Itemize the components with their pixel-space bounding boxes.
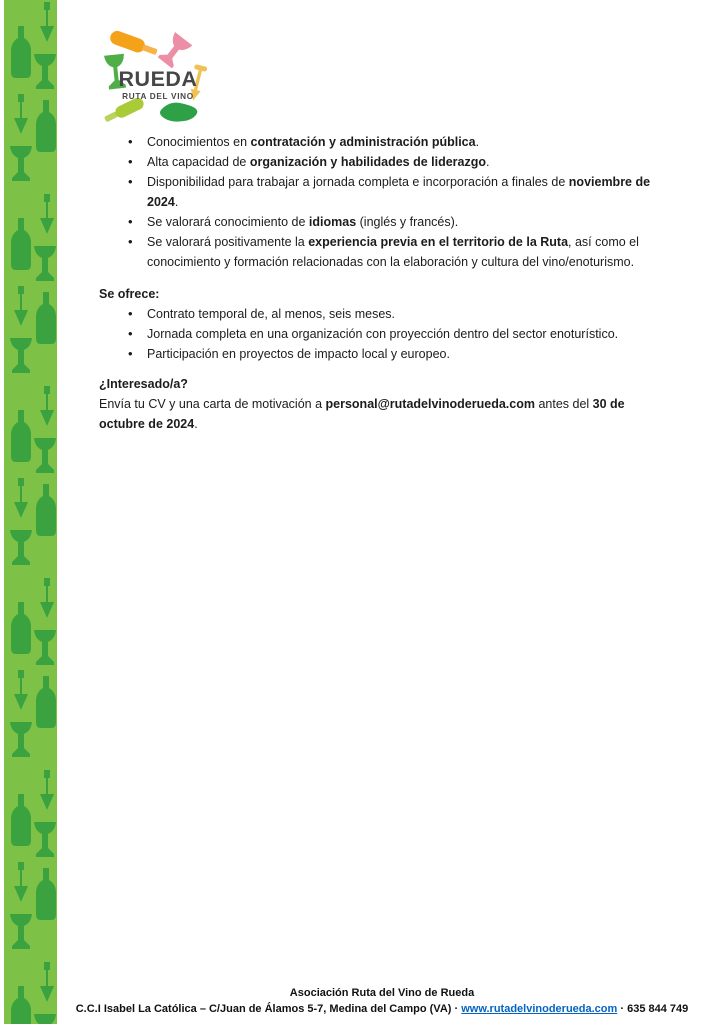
text-segment: noviembre de [568, 175, 651, 189]
list-item [127, 212, 678, 232]
list-item [127, 232, 678, 272]
text-line [99, 414, 678, 434]
wine-bottle-orange-icon [108, 29, 159, 59]
text-segment: Se valorará conocimiento de [147, 215, 309, 229]
text-line [99, 394, 678, 414]
text-line [147, 212, 678, 232]
footer-phone: 635 844 749 [627, 1003, 689, 1015]
logo-title: RUEDA [118, 67, 198, 91]
wine-glass-pink-icon [156, 32, 192, 70]
document-body [99, 132, 678, 434]
text-line [147, 252, 678, 272]
text-segment: experiencia previa en el territorio de la Ruta [308, 235, 569, 249]
text-segment: , así como el [568, 235, 639, 249]
text-segment: Alta capacidad de [147, 155, 250, 169]
rueda-logo [95, 22, 219, 128]
text-segment: personal@rutadelvinoderueda.com [325, 397, 535, 411]
text-segment: . [486, 155, 490, 169]
text-line [147, 344, 678, 364]
text-segment: 2024 [147, 195, 175, 209]
wine-pattern-fill [4, 0, 57, 1024]
text-segment: Conocimientos en [147, 135, 251, 149]
text-line [147, 304, 678, 324]
text-segment: Participación en proyectos de impacto local y europeo. [147, 347, 450, 361]
website-link[interactable]: www.rutadelvinoderueda.com [461, 1003, 618, 1015]
requirements-list [127, 132, 678, 272]
logo-subtitle: RUTA DEL VINO [122, 92, 194, 101]
text-segment: 30 de [592, 397, 625, 411]
interested-heading: ¿Interesado/a? [99, 377, 188, 391]
offer-heading: Se ofrece: [99, 287, 160, 301]
list-item [127, 304, 678, 324]
text-segment: Jornada completa en una organización con proyección dentro del sector enoturístico. [147, 327, 619, 341]
text-segment: Se valorará positivamente la [147, 235, 309, 249]
text-segment: (inglés y francés). [356, 215, 459, 229]
text-segment: . [174, 195, 179, 209]
text-segment: Contrato temporal de, al menos, seis meses. [147, 307, 396, 321]
text-segment: . [475, 135, 480, 149]
text-line [147, 324, 678, 344]
text-line [147, 232, 678, 252]
list-item [127, 152, 678, 172]
footer-org: Asociación Ruta del Vino de Rueda [289, 987, 475, 999]
text-segment: antes del [534, 397, 593, 411]
footer-contact-line [40, 1001, 724, 1017]
text-segment: . [194, 417, 198, 431]
text-line [147, 132, 678, 152]
list-item [127, 132, 678, 152]
list-item [127, 344, 678, 364]
footer-address: C.C.I Isabel La Católica – C/Juan de Álamos 5-7, Medina del Campo (VA) · [75, 1003, 459, 1015]
text-segment: idiomas [308, 215, 357, 229]
text-line [147, 152, 678, 172]
text-line [147, 192, 678, 212]
offer-list [127, 304, 678, 364]
text-line [147, 172, 678, 192]
apply-paragraph [99, 394, 678, 434]
wine-decorative-border [4, 0, 57, 1024]
footer [40, 985, 724, 1017]
rueda-region-icon [160, 103, 197, 122]
list-item [127, 324, 678, 344]
text-segment: Disponibilidad para trabajar a jornada completa e incorporación a finales de [147, 175, 569, 189]
text-segment: octubre de 2024 [99, 417, 195, 431]
text-segment: organización y habilidades de liderazgo [249, 155, 487, 169]
text-segment: Envía tu CV y una carta de motivación a [99, 397, 326, 411]
text-segment: contratación y administración pública [250, 135, 476, 149]
list-item [127, 172, 678, 212]
text-segment: conocimiento y formación relacionadas con la elaboración y cultura del vino/enoturismo. [147, 255, 635, 269]
footer-separator: · [620, 1003, 625, 1015]
